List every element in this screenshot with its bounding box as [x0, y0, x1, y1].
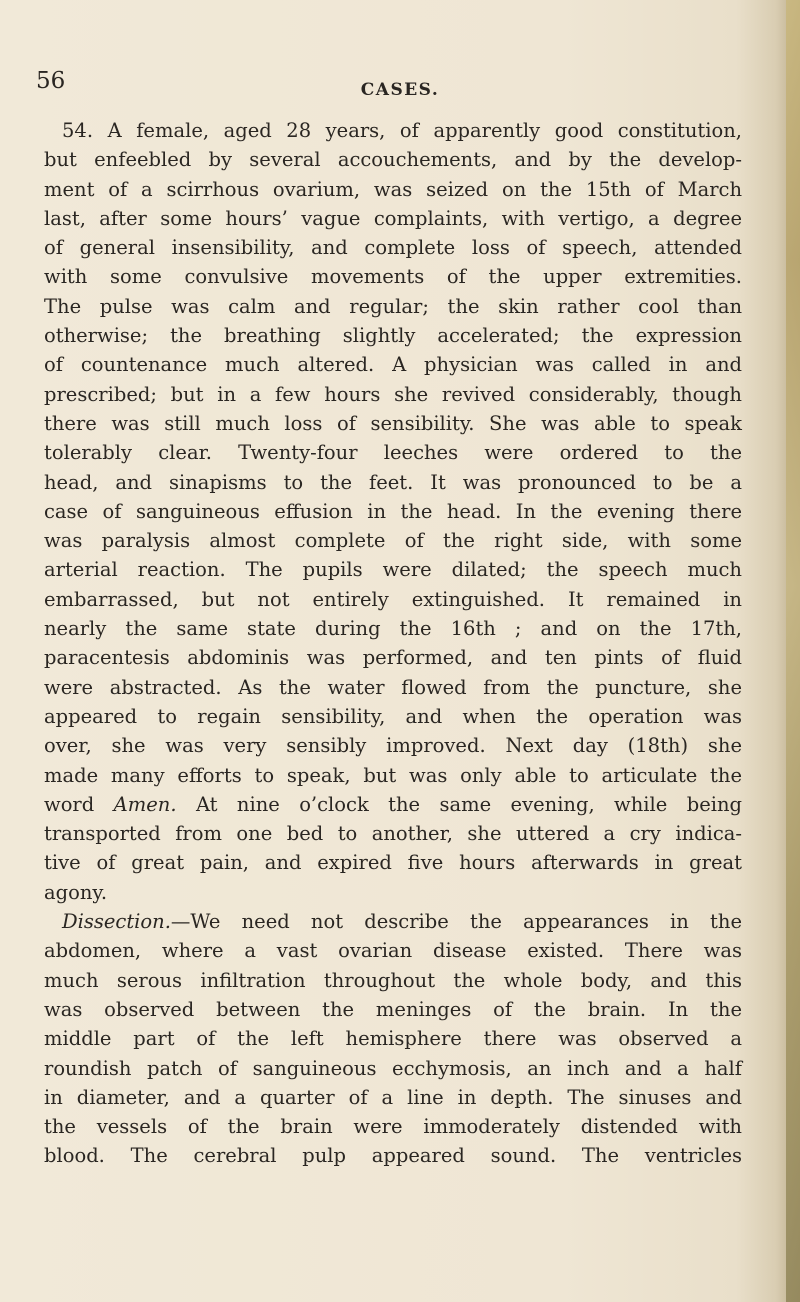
- text-line: The pulse was calm and regular; the skin rather cool than: [44, 294, 742, 318]
- text-line: case of sanguineous effusion in the head. In the evening there: [44, 499, 742, 523]
- text-line: with some convulsive movements of the upper extremities.: [44, 265, 742, 289]
- text-line: were abstracted. As the water flowed from the puncture, she: [44, 675, 742, 699]
- body-text: [44, 116, 742, 1171]
- text-line: much serous infiltration throughout the whole body, and this: [44, 968, 742, 992]
- text-line: of countenance much altered. A physician was called in and: [44, 353, 742, 377]
- text-line: made many efforts to speak, but was only able to articulate the: [44, 763, 742, 787]
- text-line: was paralysis almost complete of the right side, with some: [44, 529, 742, 553]
- text-line: nearly the same state during the 16th ; and on the 17th,: [44, 617, 742, 641]
- text-line: [44, 790, 742, 819]
- text-fragment: —We need not describe the appearances in the: [170, 910, 742, 934]
- text-line: [44, 907, 742, 936]
- text-line: agony.: [44, 880, 108, 904]
- text-line: the vessels of the brain were immoderately distended with: [44, 1115, 742, 1139]
- text-line: tive of great pain, and expired five hours afterwards in great: [44, 851, 742, 875]
- text-line: in diameter, and a quarter of a line in depth. The sinuses and: [44, 1085, 742, 1109]
- text-line: ment of a scirrhous ovarium, was seized on the 15th of March: [44, 177, 742, 201]
- text-line: prescribed; but in a few hours she revived considerably, though: [44, 382, 742, 406]
- text-line: abdomen, where a vast ovarian disease existed. There was: [44, 939, 742, 963]
- text-line: paracentesis abdominis was performed, and ten pints of fluid: [44, 646, 742, 670]
- text-line: but enfeebled by several accouchements, and by the develop-: [44, 148, 742, 172]
- text-line: roundish patch of sanguineous ecchymosis, an inch and a half: [44, 1056, 742, 1080]
- text-fragment: At nine o’clock the same evening, while being: [195, 792, 743, 816]
- running-head: CASES.: [360, 80, 440, 100]
- text-line: 54. A female, aged 28 years, of apparently good constitution,: [62, 119, 742, 142]
- text-line: there was still much loss of sensibility. She was able to speak: [44, 411, 742, 435]
- text-line: otherwise; the breathing slightly accelerated; the expression: [44, 324, 742, 348]
- page-edge: [786, 0, 800, 1302]
- text-line: arterial reaction. The pupils were dilated; the speech much: [44, 558, 742, 582]
- section-heading: Dissection.: [62, 910, 171, 934]
- text-line: head, and sinapisms to the feet. It was pronounced to be a: [44, 470, 742, 494]
- text-line: of general insensibility, and complete loss of speech, attended: [44, 236, 742, 260]
- italic-word: Amen.: [113, 792, 177, 816]
- text-line: transported from one bed to another, she uttered a cry indica-: [44, 822, 742, 846]
- page-number: 56: [36, 68, 66, 94]
- text-line: was observed between the meninges of the brain. In the: [44, 997, 742, 1021]
- text-line: tolerably clear. Twenty-four leeches were ordered to the: [44, 441, 742, 465]
- text-line: embarrassed, but not entirely extinguished. It remained in: [44, 587, 742, 611]
- text-line: last, after some hours’ vague complaints, with vertigo, a degree: [44, 206, 742, 230]
- text-fragment: word: [44, 792, 95, 816]
- text-line: appeared to regain sensibility, and when the operation was: [44, 704, 742, 728]
- text-line: middle part of the left hemisphere there was observed a: [44, 1027, 742, 1051]
- text-line: blood. The cerebral pulp appeared sound. The ventricles: [44, 1144, 742, 1168]
- text-line: over, she was very sensibly improved. Next day (18th) she: [44, 734, 742, 758]
